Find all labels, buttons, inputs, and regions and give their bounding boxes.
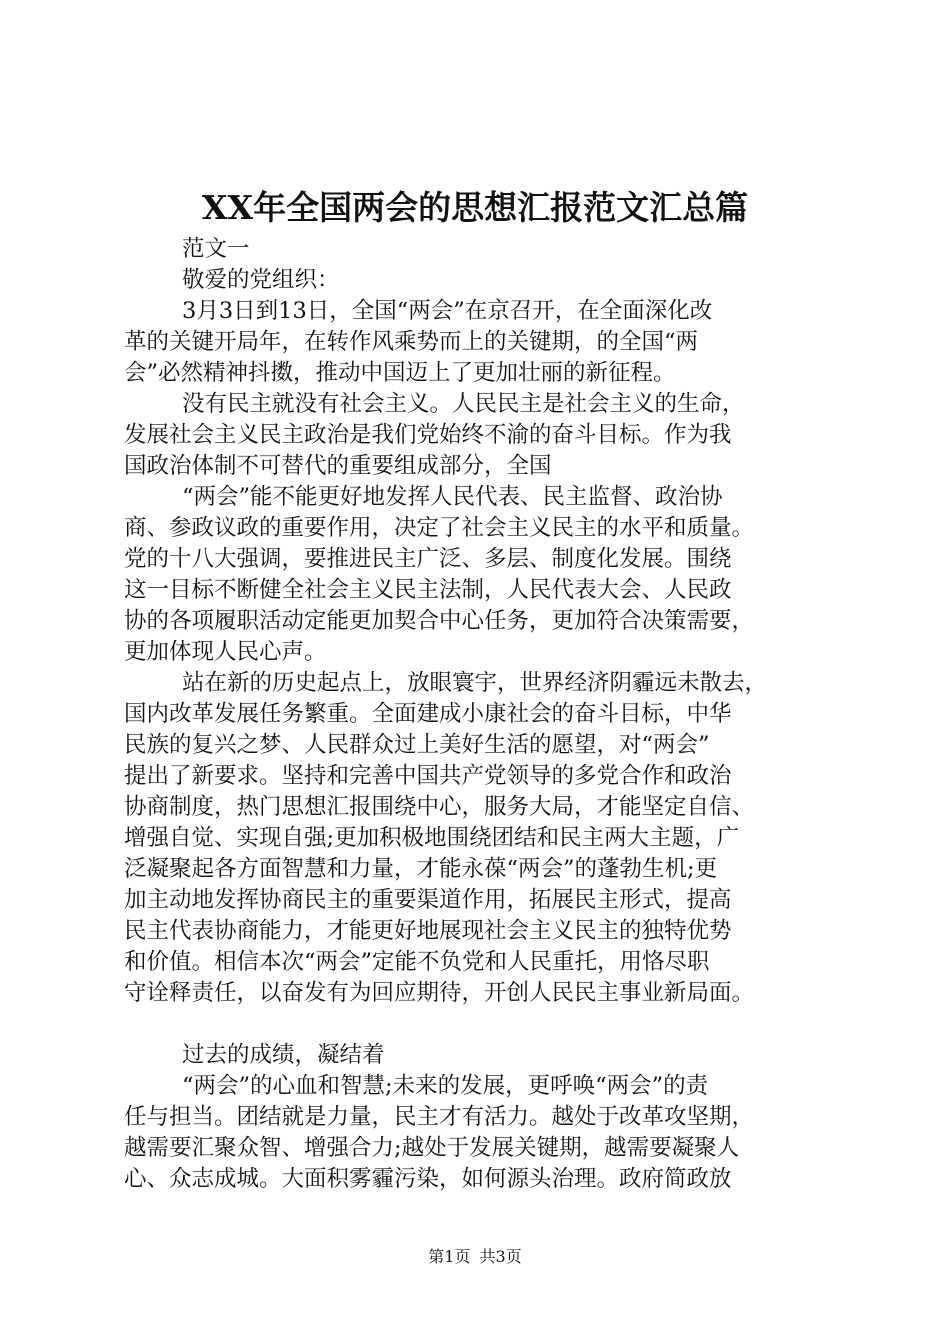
body-line: “两会”能不能更好地发挥人民代表、民主监督、政治协 — [182, 484, 723, 510]
body-line: 提出了新要求。坚持和完善中国共产党领导的多党合作和政治 — [124, 763, 732, 789]
body-line: 守诠释责任，以奋发有为回应期待，开创人民民主事业新局面。 — [124, 980, 755, 1006]
body-line: 协商制度，热门思想汇报围绕中心，服务大局，才能坚定自信、 — [124, 794, 755, 820]
body-line: 民族的复兴之梦、人民群众过上美好生活的愿望，对“两会” — [124, 732, 710, 758]
body-line: 发展社会主义民主政治是我们党始终不渝的奋斗目标。作为我 — [124, 422, 732, 448]
body-line: 和价值。相信本次“两会”定能不负党和人民重托，用恪尽职 — [124, 949, 710, 975]
body-line: 加主动地发挥协商民主的重要渠道作用，拓展民主形式，提高 — [124, 887, 732, 913]
page-footer — [0, 1246, 950, 1268]
body-line: 没有民主就没有社会主义。人民民主是社会主义的生命， — [182, 391, 745, 417]
body-line: 站在新的历史起点上，放眼寰宇，世界经济阴霾远未散去， — [182, 670, 768, 696]
document-body — [124, 234, 854, 1195]
body-line: 越需要汇聚众智、增强合力;越处于发展关键期，越需要凝聚人 — [124, 1135, 740, 1161]
body-line: 会”必然精神抖擞，推动中国迈上了更加壮丽的新征程。 — [124, 360, 676, 386]
body-line: 增强自觉、实现自强;更加积极地围绕团结和民主两大主题，广 — [124, 825, 740, 851]
paragraph-gap — [124, 1009, 854, 1040]
body-line: 国内改革发展任务繁重。全面建成小康社会的奋斗目标，中华 — [124, 701, 732, 727]
body-line: “两会”的心血和智慧;未来的发展，更呼唤“两会”的责 — [182, 1073, 709, 1099]
body-line: 更加体现人民心声。 — [124, 639, 327, 665]
document-title: XX年全国两会的思想汇报范文汇总篇 — [201, 188, 749, 227]
body-line: 3月3日到13日，全国“两会”在京召开，在全面深化改 — [182, 298, 713, 324]
body-line: 任与担当。团结就是力量，民主才有活力。越处于改革攻坚期， — [124, 1104, 755, 1130]
page-total: 共3页 — [479, 1247, 522, 1266]
body-line: 泛凝聚起各方面智慧和力量，才能永葆“两会”的蓬勃生机;更 — [124, 856, 718, 882]
body-line: 心、众志成城。大面积雾霾污染，如何源头治理。政府简政放 — [124, 1166, 732, 1192]
body-line: 国政治体制不可替代的重要组成部分，全国 — [124, 453, 552, 479]
body-line: 商、参政议政的重要作用，决定了社会主义民主的水平和质量。 — [124, 515, 755, 541]
body-line: 革的关键开局年，在转作风乘势而上的关键期，的全国“两 — [124, 329, 699, 355]
body-line: 党的十八大强调，要推进民主广泛、多层、制度化发展。围绕 — [124, 546, 732, 572]
body-line: 过去的成绩，凝结着 — [182, 1042, 385, 1068]
page-number: 第1页 — [428, 1247, 471, 1266]
section-heading: 范文一 — [182, 236, 250, 262]
salutation: 敬爱的党组织： — [182, 267, 340, 293]
body-line: 这一目标不断健全社会主义民主法制，人民代表大会、人民政 — [124, 577, 732, 603]
body-line: 民主代表协商能力，才能更好地展现社会主义民主的独特优势 — [124, 918, 732, 944]
body-line: 协的各项履职活动定能更加契合中心任务，更加符合决策需要， — [124, 608, 755, 634]
